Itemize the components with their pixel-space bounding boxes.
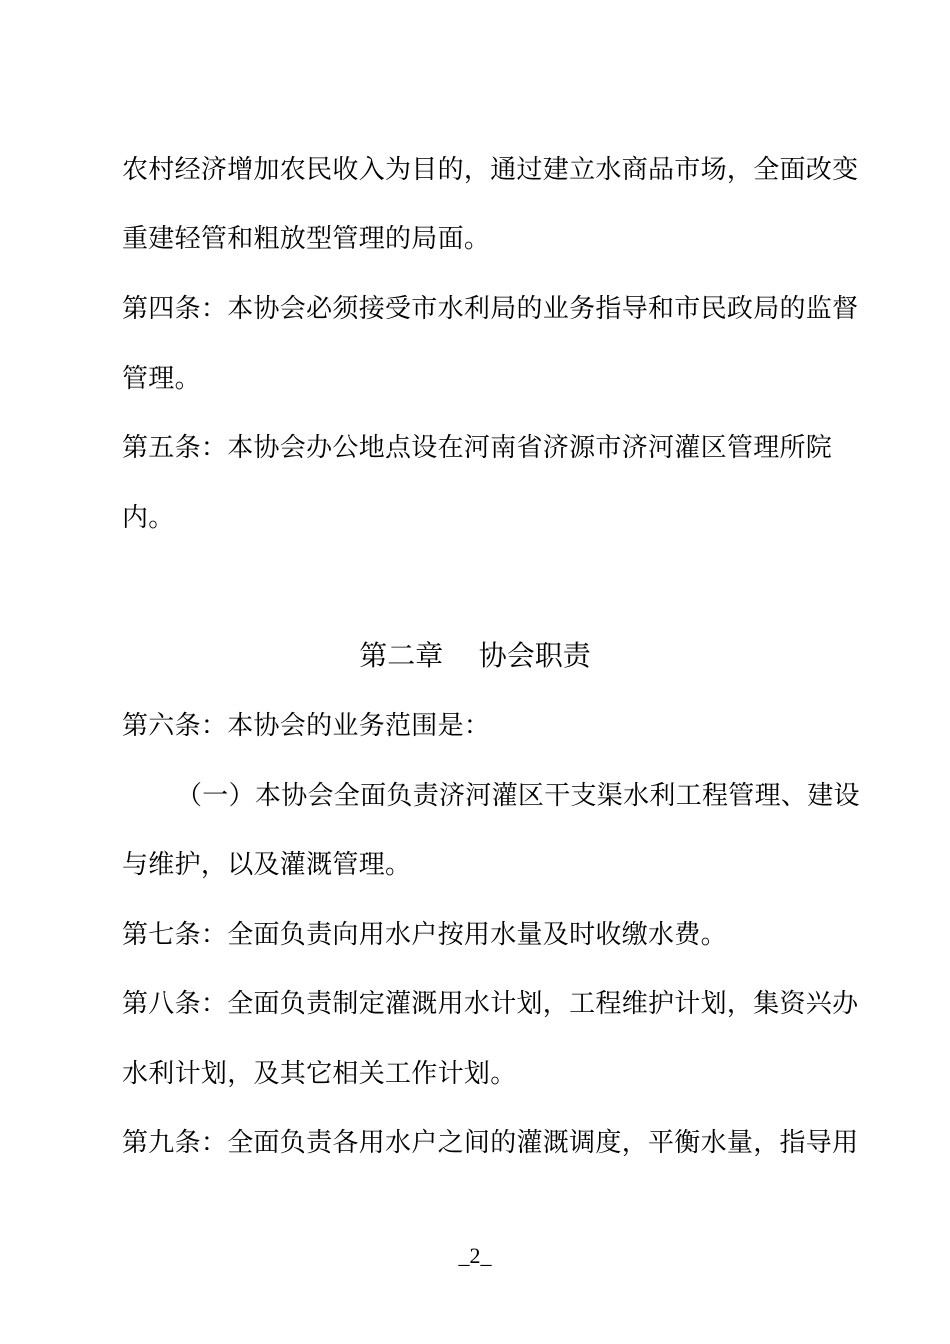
article-6-line: 第六条：本协会的业务范围是： (122, 711, 491, 741)
text-line: 水利计划，及其它相关工作计划。 (122, 1059, 517, 1089)
item-1-line: （一）本协会全面负责济河灌区干支渠水利工程管理、建设 (176, 781, 860, 811)
article-7-line: 第七条：全面负责向用水户按用水量及时收缴水费。 (122, 920, 727, 950)
article-8-line: 第八条：全面负责制定灌溉用水计划，工程维护计划，集资兴办 (122, 989, 859, 1019)
article-5-line: 第五条：本协会办公地点设在河南省济源市济河灌区管理所院 (122, 433, 833, 463)
chapter-heading: 第二章 协会职责 (359, 639, 591, 672)
text-line: 内。 (122, 503, 175, 533)
article-4-line: 第四条：本协会必须接受市水利局的业务指导和市民政局的监督 (122, 294, 859, 324)
text-line: 与维护，以及灌溉管理。 (122, 850, 412, 880)
text-line: 农村经济增加农民收入为目的，通过建立水商品市场，全面改变 (122, 155, 859, 185)
text-line: 管理。 (122, 364, 201, 394)
text-line: 重建轻管和粗放型管理的局面。 (122, 224, 491, 254)
page-number: _2_ (458, 1243, 492, 1268)
article-9-line: 第九条：全面负责各用水户之间的灌溉调度，平衡水量，指导用 (122, 1128, 859, 1158)
